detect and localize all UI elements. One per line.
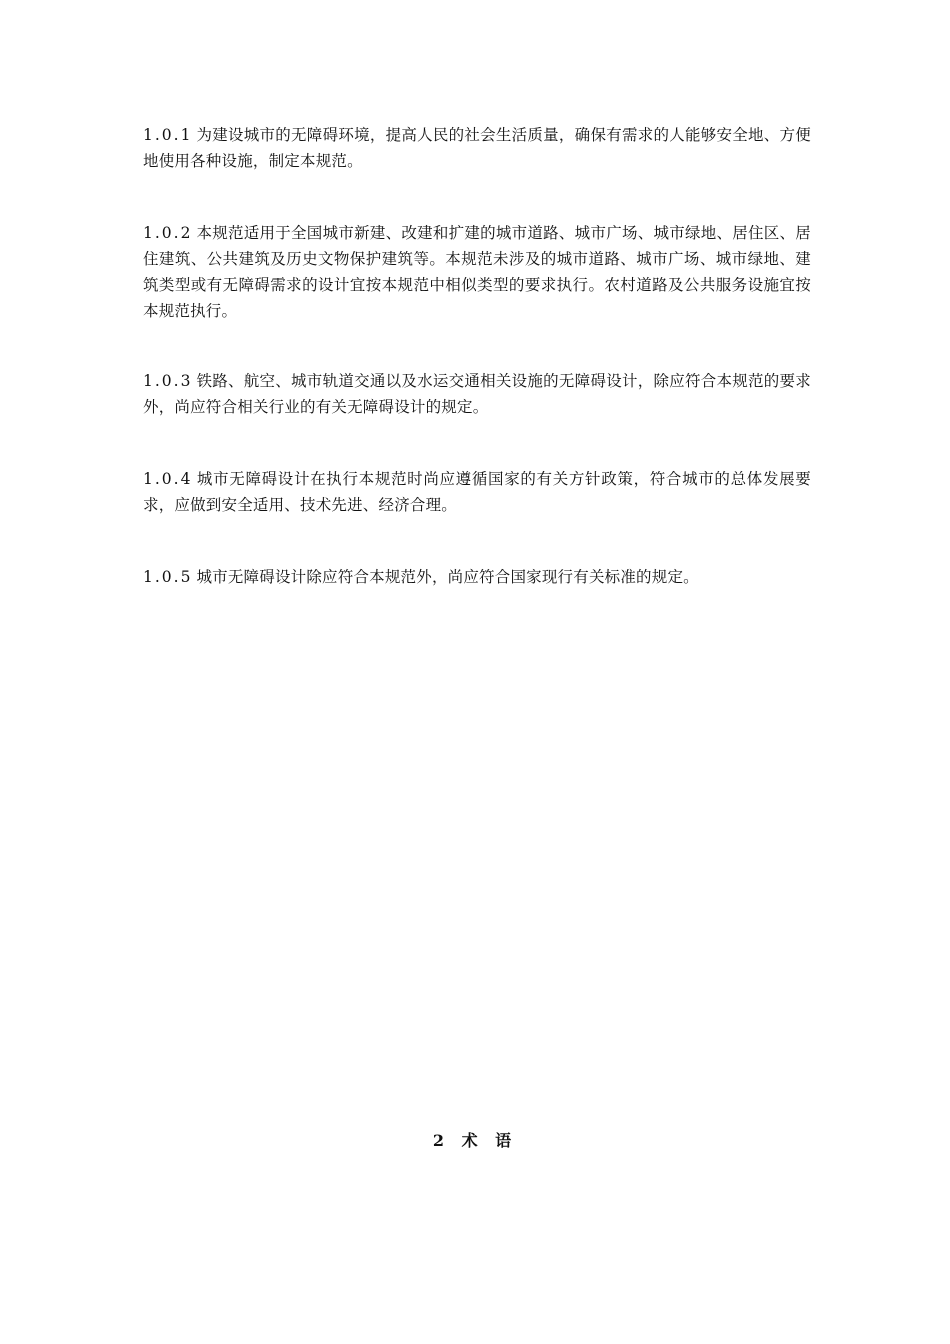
clause-1-0-5 (143, 564, 811, 590)
clause-number: 1.0.1 (143, 126, 193, 144)
clause-1-0-1 (143, 122, 811, 174)
clause-number: 1.0.4 (143, 470, 193, 488)
clause-number: 1.0.5 (143, 568, 193, 586)
clause-1-0-2 (143, 220, 811, 324)
clause-number: 1.0.2 (143, 224, 193, 242)
clause-1-0-3 (143, 368, 811, 420)
clause-text: 为建设城市的无障碍环境，提高人民的社会生活质量，确保有需求的人能够安全地、方便地使用各种设施，制定本规范。 (143, 126, 811, 170)
clause-text: 铁路、航空、城市轨道交通以及水运交通相关设施的无障碍设计，除应符合本规范的要求外，尚应符合相关行业的有关无障碍设计的规定。 (143, 372, 811, 416)
clause-number: 1.0.3 (143, 372, 193, 390)
clause-1-0-4 (143, 466, 811, 518)
clause-text: 本规范适用于全国城市新建、改建和扩建的城市道路、城市广场、城市绿地、居住区、居住建筑、公共建筑及历史文物保护建筑等。本规范未涉及的城市道路、城市广场、城市绿地、建筑类型或有无障碍需求的设计宜按本规范中相似类型的要求执行。农村道路及公共服务设施宜按本规范执行。 (143, 224, 811, 320)
chapter-title: 2 术 语 (432, 1131, 518, 1150)
clause-text: 城市无障碍设计在执行本规范时尚应遵循国家的有关方针政策，符合城市的总体发展要求，应做到安全适用、技术先进、经济合理。 (143, 470, 811, 514)
clause-text: 城市无障碍设计除应符合本规范外，尚应符合国家现行有关标准的规定。 (196, 568, 699, 586)
